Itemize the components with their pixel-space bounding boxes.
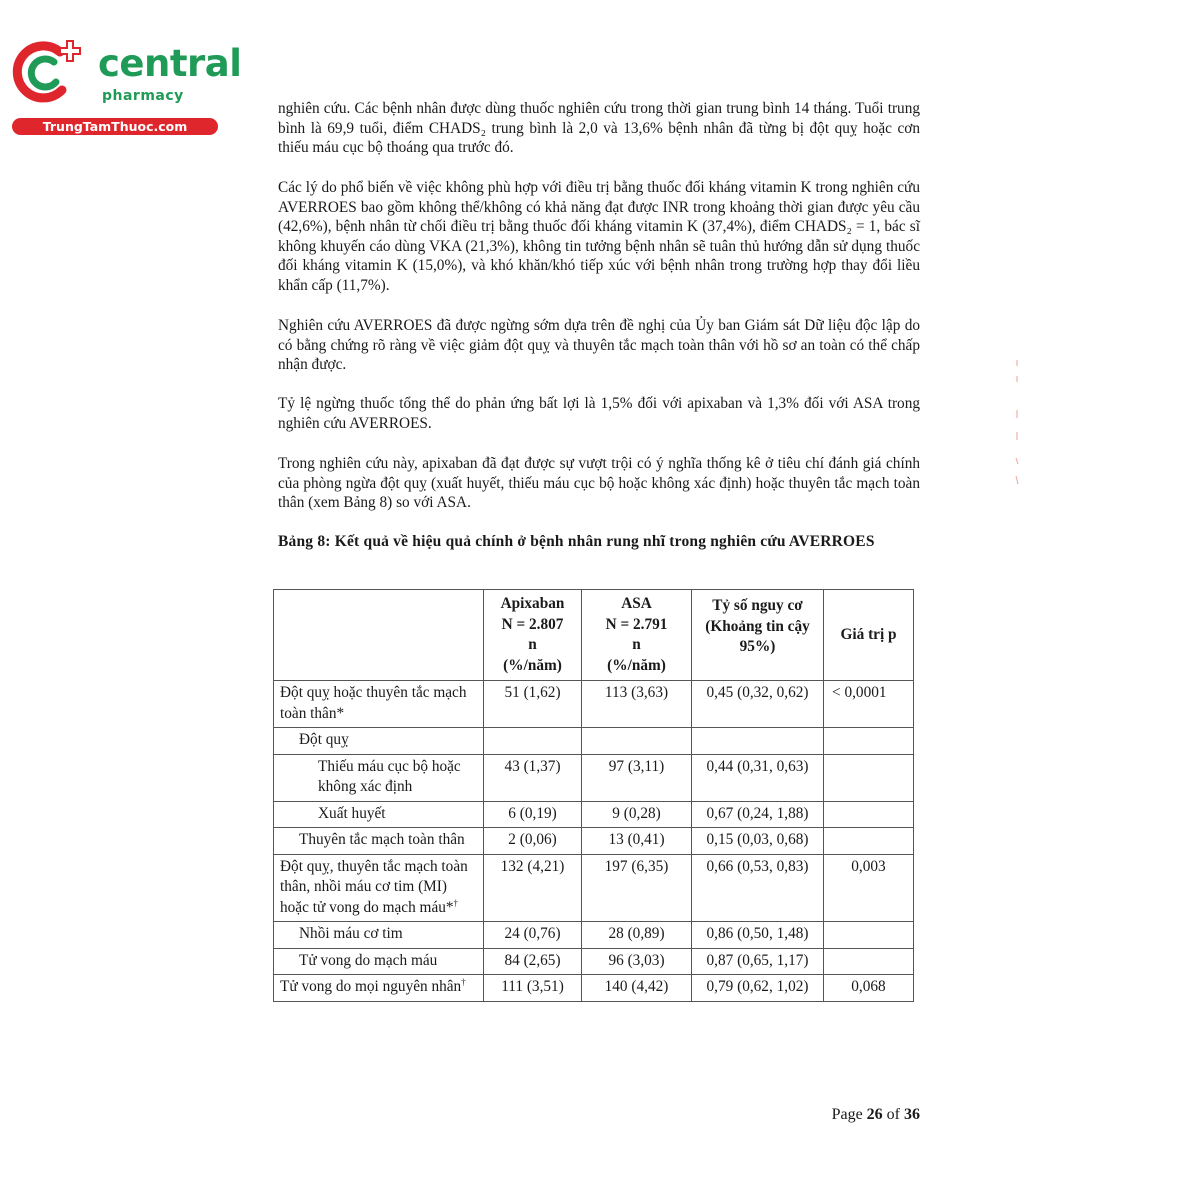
row-label: Thiếu máu cục bộ hoặc không xác định xyxy=(274,754,484,801)
apixaban-value: 111 (3,51) xyxy=(484,975,582,1002)
asa-value: 113 (3,63) xyxy=(582,681,692,728)
asa-value: 197 (6,35) xyxy=(582,854,692,922)
header-apixaban-line: n xyxy=(528,636,537,653)
current-page: 26 xyxy=(866,1106,883,1123)
asa-value: 28 (0,89) xyxy=(582,922,692,949)
p-value xyxy=(824,828,914,855)
apixaban-value xyxy=(484,728,582,755)
table-row xyxy=(274,754,914,801)
header-hr-line: (Khoảng tin cậy xyxy=(705,617,810,635)
apixaban-value: 43 (1,37) xyxy=(484,754,582,801)
dagger-footnote-mark: † xyxy=(453,897,459,908)
asa-value: 96 (3,03) xyxy=(582,948,692,975)
apixaban-value: 24 (0,76) xyxy=(484,922,582,949)
apixaban-value: 6 (0,19) xyxy=(484,801,582,828)
p-value xyxy=(824,922,914,949)
hazard-ratio-value: 0,45 (0,32, 0,62) xyxy=(692,681,824,728)
row-label-cell xyxy=(274,854,484,922)
hazard-ratio-value xyxy=(692,728,824,755)
table-row xyxy=(274,681,914,728)
asa-value: 97 (3,11) xyxy=(582,754,692,801)
paragraph-4: Tỷ lệ ngừng thuốc tổng thể do phản ứng bất lợi là 1,5% đối với apixaban và 1,3% đối với ASA trong nghiên cứu AVERROES. xyxy=(278,395,920,432)
row-label-cell xyxy=(274,975,484,1002)
asa-value: 9 (0,28) xyxy=(582,801,692,828)
header-apixaban-line: N = 2.807 xyxy=(501,615,564,633)
row-label: Tử vong do mạch máu xyxy=(274,948,484,975)
pharmacy-cross-logo-icon xyxy=(10,38,90,108)
row-label: Xuất huyết xyxy=(274,801,484,828)
p-value: < 0,0001 xyxy=(824,681,914,728)
row-label: Tử vong do mọi nguyên nhân xyxy=(280,978,462,995)
row-label: Thuyên tắc mạch toàn thân xyxy=(274,828,484,855)
p-value xyxy=(824,728,914,755)
page-number xyxy=(832,1106,920,1124)
paragraph-5: Trong nghiên cứu này, apixaban đã đạt được sự vượt trội có ý nghĩa thống kê ở tiêu chí đánh giá chính của phòng ngừa đột quỵ (xuất huyết, thiếu máu cục bộ hoặc không xác định) hoặc thuyên tắc mạch toàn thân (xem Bảng 8) so với ASA. xyxy=(278,455,920,512)
p-value: 0,068 xyxy=(824,975,914,1002)
header-apixaban-line: (%/năm) xyxy=(503,656,562,674)
header-hazard-ratio xyxy=(692,590,824,681)
asa-value: 13 (0,41) xyxy=(582,828,692,855)
hazard-ratio-value: 0,67 (0,24, 1,88) xyxy=(692,801,824,828)
header-apixaban-line: Apixaban xyxy=(500,595,565,612)
p-value xyxy=(824,754,914,801)
table-row xyxy=(274,801,914,828)
p-value: 0,003 xyxy=(824,854,914,922)
header-asa-line: ASA xyxy=(621,595,652,612)
header-p-value: Giá trị p xyxy=(824,590,914,681)
header-asa-line: n xyxy=(632,636,641,653)
row-label: Nhồi máu cơ tim xyxy=(274,922,484,949)
table-header-row xyxy=(274,590,914,681)
paragraph-1: nghiên cứu. Các bệnh nhân được dùng thuốc nghiên cứu trong thời gian trung bình 14 tháng. Tuổi trung bình là 69,9 tuổi, điểm CHADS₂ trung bình là 2,0 và 13,6% bệnh nhân đã từng bị đột quỵ hoặc cơn thiếu máu cục bộ thoáng qua trước đó. xyxy=(278,100,920,157)
row-label: Đột quỵ xyxy=(274,728,484,755)
scan-margin-marks xyxy=(1013,360,1021,490)
header-asa xyxy=(582,590,692,681)
hazard-ratio-value: 0,87 (0,65, 1,17) xyxy=(692,948,824,975)
brand-subtitle: pharmacy xyxy=(102,88,184,104)
header-asa-line: N = 2.791 xyxy=(605,615,668,633)
hazard-ratio-value: 0,86 (0,50, 1,48) xyxy=(692,922,824,949)
table-row xyxy=(274,922,914,949)
hazard-ratio-value: 0,44 (0,31, 0,63) xyxy=(692,754,824,801)
row-label: Đột quỵ, thuyên tắc mạch toàn thân, nhồi máu cơ tim (MI) hoặc tử vong do mạch máu* xyxy=(280,857,468,916)
header-empty-cell xyxy=(274,590,484,681)
dagger-footnote-mark: † xyxy=(461,976,466,987)
table-row xyxy=(274,948,914,975)
table-title: Bảng 8: Kết quả về hiệu quả chính ở bệnh nhân rung nhĩ trong nghiên cứu AVERROES xyxy=(278,533,875,550)
central-pharmacy-logo xyxy=(10,38,242,138)
header-hr-line: 95%) xyxy=(739,638,776,655)
paragraph-3: Nghiên cứu AVERROES đã được ngừng sớm dựa trên đề nghị của Ủy ban Giám sát Dữ liệu độc lập do có bằng chứng rõ ràng về việc giảm đột quỵ và thuyên tắc mạch toàn thân với hồ sơ an toàn có thể chấp nhận được. xyxy=(278,317,920,374)
apixaban-value: 51 (1,62) xyxy=(484,681,582,728)
p-value xyxy=(824,801,914,828)
table-row xyxy=(274,975,914,1002)
apixaban-value: 132 (4,21) xyxy=(484,854,582,922)
apixaban-value: 84 (2,65) xyxy=(484,948,582,975)
p-value xyxy=(824,948,914,975)
asa-value xyxy=(582,728,692,755)
hazard-ratio-value: 0,15 (0,03, 0,68) xyxy=(692,828,824,855)
table-row xyxy=(274,728,914,755)
results-table xyxy=(273,589,914,1002)
paragraph-2: Các lý do phổ biến về việc không phù hợp với điều trị bằng thuốc đối kháng vitamin K trong nghiên cứu AVERROES bao gồm không thể/không có khả năng đạt được INR trong khoảng thời gian được yêu cầu (42,6%), bệnh nhân từ chối điều trị bằng thuốc đối kháng vitamin K (37,4%), điểm CHADS₂ = 1, bác sĩ không khuyến cáo dùng VKA (21,3%), không tin tưởng bệnh nhân sẽ tuân thủ hướng dẫn sử dụng thuốc đối kháng vitamin K (15,0%), và khó khăn/khó tiếp xúc với bệnh nhân trong trường hợp thay đổi liều khẩn cấp (11,7%). xyxy=(278,179,920,294)
total-pages: 36 xyxy=(904,1106,920,1123)
header-asa-line: (%/năm) xyxy=(607,656,666,674)
hazard-ratio-value: 0,79 (0,62, 1,02) xyxy=(692,975,824,1002)
table-row xyxy=(274,854,914,922)
brand-site: TrungTamThuoc.com xyxy=(12,118,218,135)
page-of: of xyxy=(886,1106,900,1123)
table-row xyxy=(274,828,914,855)
row-label: Đột quỵ hoặc thuyên tắc mạch toàn thân* xyxy=(274,681,484,728)
asa-value: 140 (4,42) xyxy=(582,975,692,1002)
header-apixaban xyxy=(484,590,582,681)
header-hr-line: Tỷ số nguy cơ xyxy=(712,597,803,614)
apixaban-value: 2 (0,06) xyxy=(484,828,582,855)
page-prefix: Page xyxy=(831,1106,863,1123)
hazard-ratio-value: 0,66 (0,53, 0,83) xyxy=(692,854,824,922)
brand-name: central xyxy=(98,42,242,85)
